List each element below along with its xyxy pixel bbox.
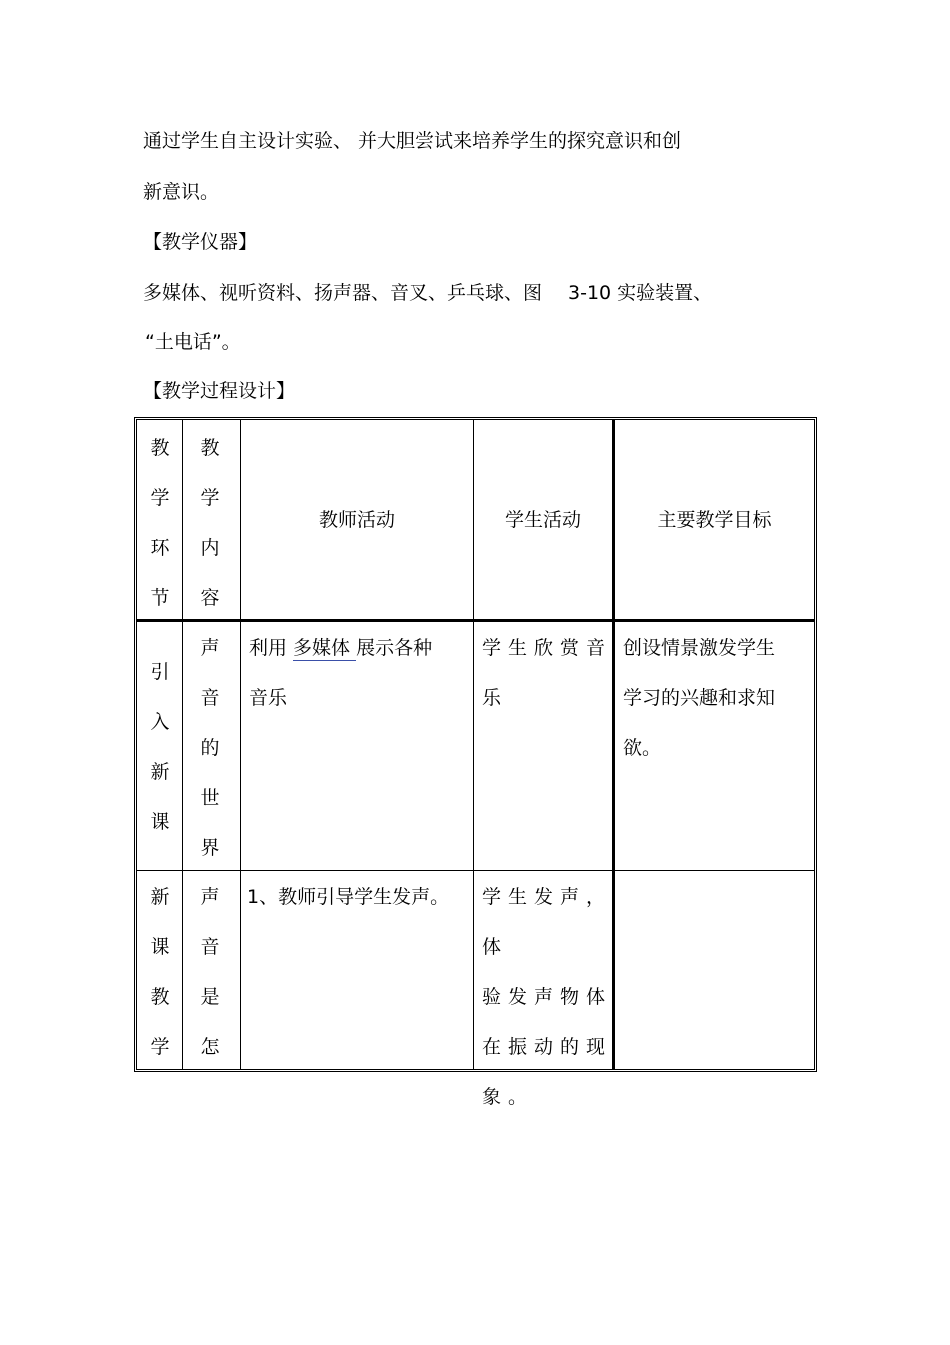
- header-content: 教 学 内 容: [200, 437, 220, 609]
- instruments-list-part-a: 多媒体、视听资料、扬声器、音叉、乒乓球、图: [143, 282, 543, 304]
- table-divider: [137, 870, 814, 871]
- header-teacher-activity: 教师活动: [318, 509, 395, 531]
- row1-student-activity: 学生欣赏音 乐: [482, 637, 613, 709]
- row1-stage: 引 入 新 课: [150, 661, 170, 833]
- header-teaching-goal: 主要教学目标: [657, 509, 772, 531]
- row2-student-activity: 学生发声，体 验发声物体 在振动的现 象。: [482, 886, 613, 1108]
- header-student-activity: 学生活动: [504, 509, 581, 531]
- paragraph-line-1: 通过学生自主设计实验、 并大胆尝试来培养学生的探究意识和创: [143, 130, 682, 152]
- row1-teacher-prefix: 利用: [249, 637, 294, 659]
- lesson-process-table: [134, 417, 817, 1108]
- row2-content: 声 音 是 怎: [200, 886, 220, 1058]
- table-divider: [137, 619, 814, 622]
- row2-teacher-activity: 1、教师引导学生发声。: [247, 886, 450, 908]
- multimedia-link[interactable]: 多媒体: [293, 637, 357, 659]
- instruments-list-continued: “土电话”。: [145, 331, 241, 353]
- row1-teacher-suffix: 展示各种 音乐: [249, 637, 433, 709]
- instruments-list-part-b: 3-10 实验装置、: [568, 282, 713, 304]
- instruments-heading: 【教学仪器】: [143, 231, 258, 253]
- row1-teacher-activity: [249, 623, 471, 723]
- row2-stage: 新 课 教 学: [150, 886, 170, 1058]
- row1-teaching-goal: 创设情景激发学生 学习的兴趣和求知 欲。: [623, 637, 776, 759]
- header-stage: 教 学 环 节: [150, 437, 170, 609]
- instruments-list: [143, 281, 712, 305]
- table-divider: [182, 420, 183, 1069]
- row1-content: 声 音 的 世 界: [200, 637, 220, 859]
- process-heading: 【教学过程设计】: [143, 380, 296, 402]
- paragraph-line-2: 新意识。: [143, 181, 220, 203]
